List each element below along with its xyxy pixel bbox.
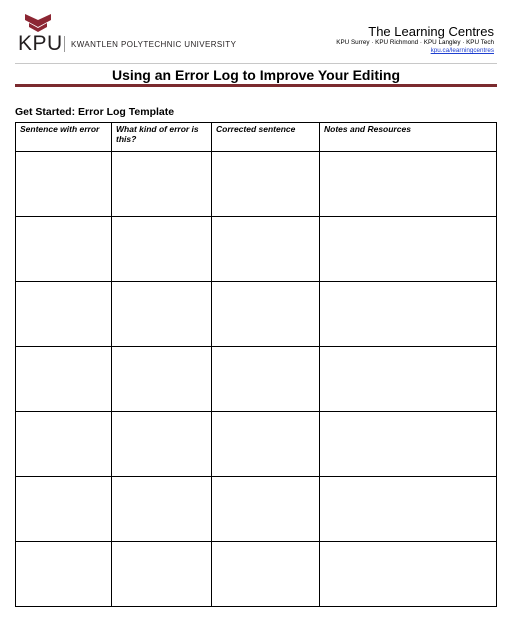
table-cell[interactable] xyxy=(212,542,320,607)
table-row xyxy=(16,152,497,217)
table-cell[interactable] xyxy=(112,282,212,347)
campus-list: KPU Surrey · KPU Richmond · KPU Langley · KPU Tech xyxy=(336,39,494,46)
column-header-corrected-sentence: Corrected sentence xyxy=(212,123,320,152)
table-cell[interactable] xyxy=(112,347,212,412)
table-cell[interactable] xyxy=(320,347,497,412)
table-row xyxy=(16,477,497,542)
table-cell[interactable] xyxy=(212,282,320,347)
table-cell[interactable] xyxy=(320,477,497,542)
learning-centres-link[interactable]: kpu.ca/learningcentres xyxy=(430,47,494,54)
table-cell[interactable] xyxy=(112,542,212,607)
table-cell[interactable] xyxy=(112,412,212,477)
table-cell[interactable] xyxy=(320,152,497,217)
column-header-sentence-with-error: Sentence with error xyxy=(16,123,112,152)
column-header-notes-and-resources: Notes and Resources xyxy=(320,123,497,152)
table-cell[interactable] xyxy=(112,152,212,217)
table-cell[interactable] xyxy=(16,412,112,477)
document-title: Using an Error Log to Improve Your Editing xyxy=(111,67,401,83)
table-cell[interactable] xyxy=(320,282,497,347)
table-row xyxy=(16,217,497,282)
university-name: KWANTLEN POLYTECHNIC UNIVERSITY xyxy=(71,40,237,49)
kpu-logo-text: KPU xyxy=(18,32,63,55)
table-row xyxy=(16,282,497,347)
title-underline xyxy=(15,84,497,87)
table-cell[interactable] xyxy=(16,477,112,542)
header-divider xyxy=(15,63,497,64)
table-cell[interactable] xyxy=(112,477,212,542)
section-heading: Get Started: Error Log Template xyxy=(15,106,175,118)
table-cell[interactable] xyxy=(16,152,112,217)
table-row xyxy=(16,542,497,607)
column-header-error-type: What kind of error is this? xyxy=(112,123,212,152)
table-row xyxy=(16,347,497,412)
table-cell[interactable] xyxy=(212,477,320,542)
table-cell[interactable] xyxy=(320,217,497,282)
table-cell[interactable] xyxy=(16,282,112,347)
table-cell[interactable] xyxy=(16,347,112,412)
table-header-row xyxy=(16,123,497,152)
kpu-logo-mark-icon xyxy=(25,14,51,34)
learning-centres-title: The Learning Centres xyxy=(368,24,494,39)
table-row xyxy=(16,412,497,477)
table-cell[interactable] xyxy=(112,217,212,282)
table-cell[interactable] xyxy=(212,412,320,477)
kpu-logo xyxy=(18,14,63,55)
table-cell[interactable] xyxy=(212,152,320,217)
table-cell[interactable] xyxy=(320,542,497,607)
table-cell[interactable] xyxy=(212,347,320,412)
error-log-table xyxy=(15,122,497,607)
logo-divider xyxy=(64,36,65,52)
table-cell[interactable] xyxy=(212,217,320,282)
table-cell[interactable] xyxy=(16,542,112,607)
table-cell[interactable] xyxy=(16,217,112,282)
table-cell[interactable] xyxy=(320,412,497,477)
